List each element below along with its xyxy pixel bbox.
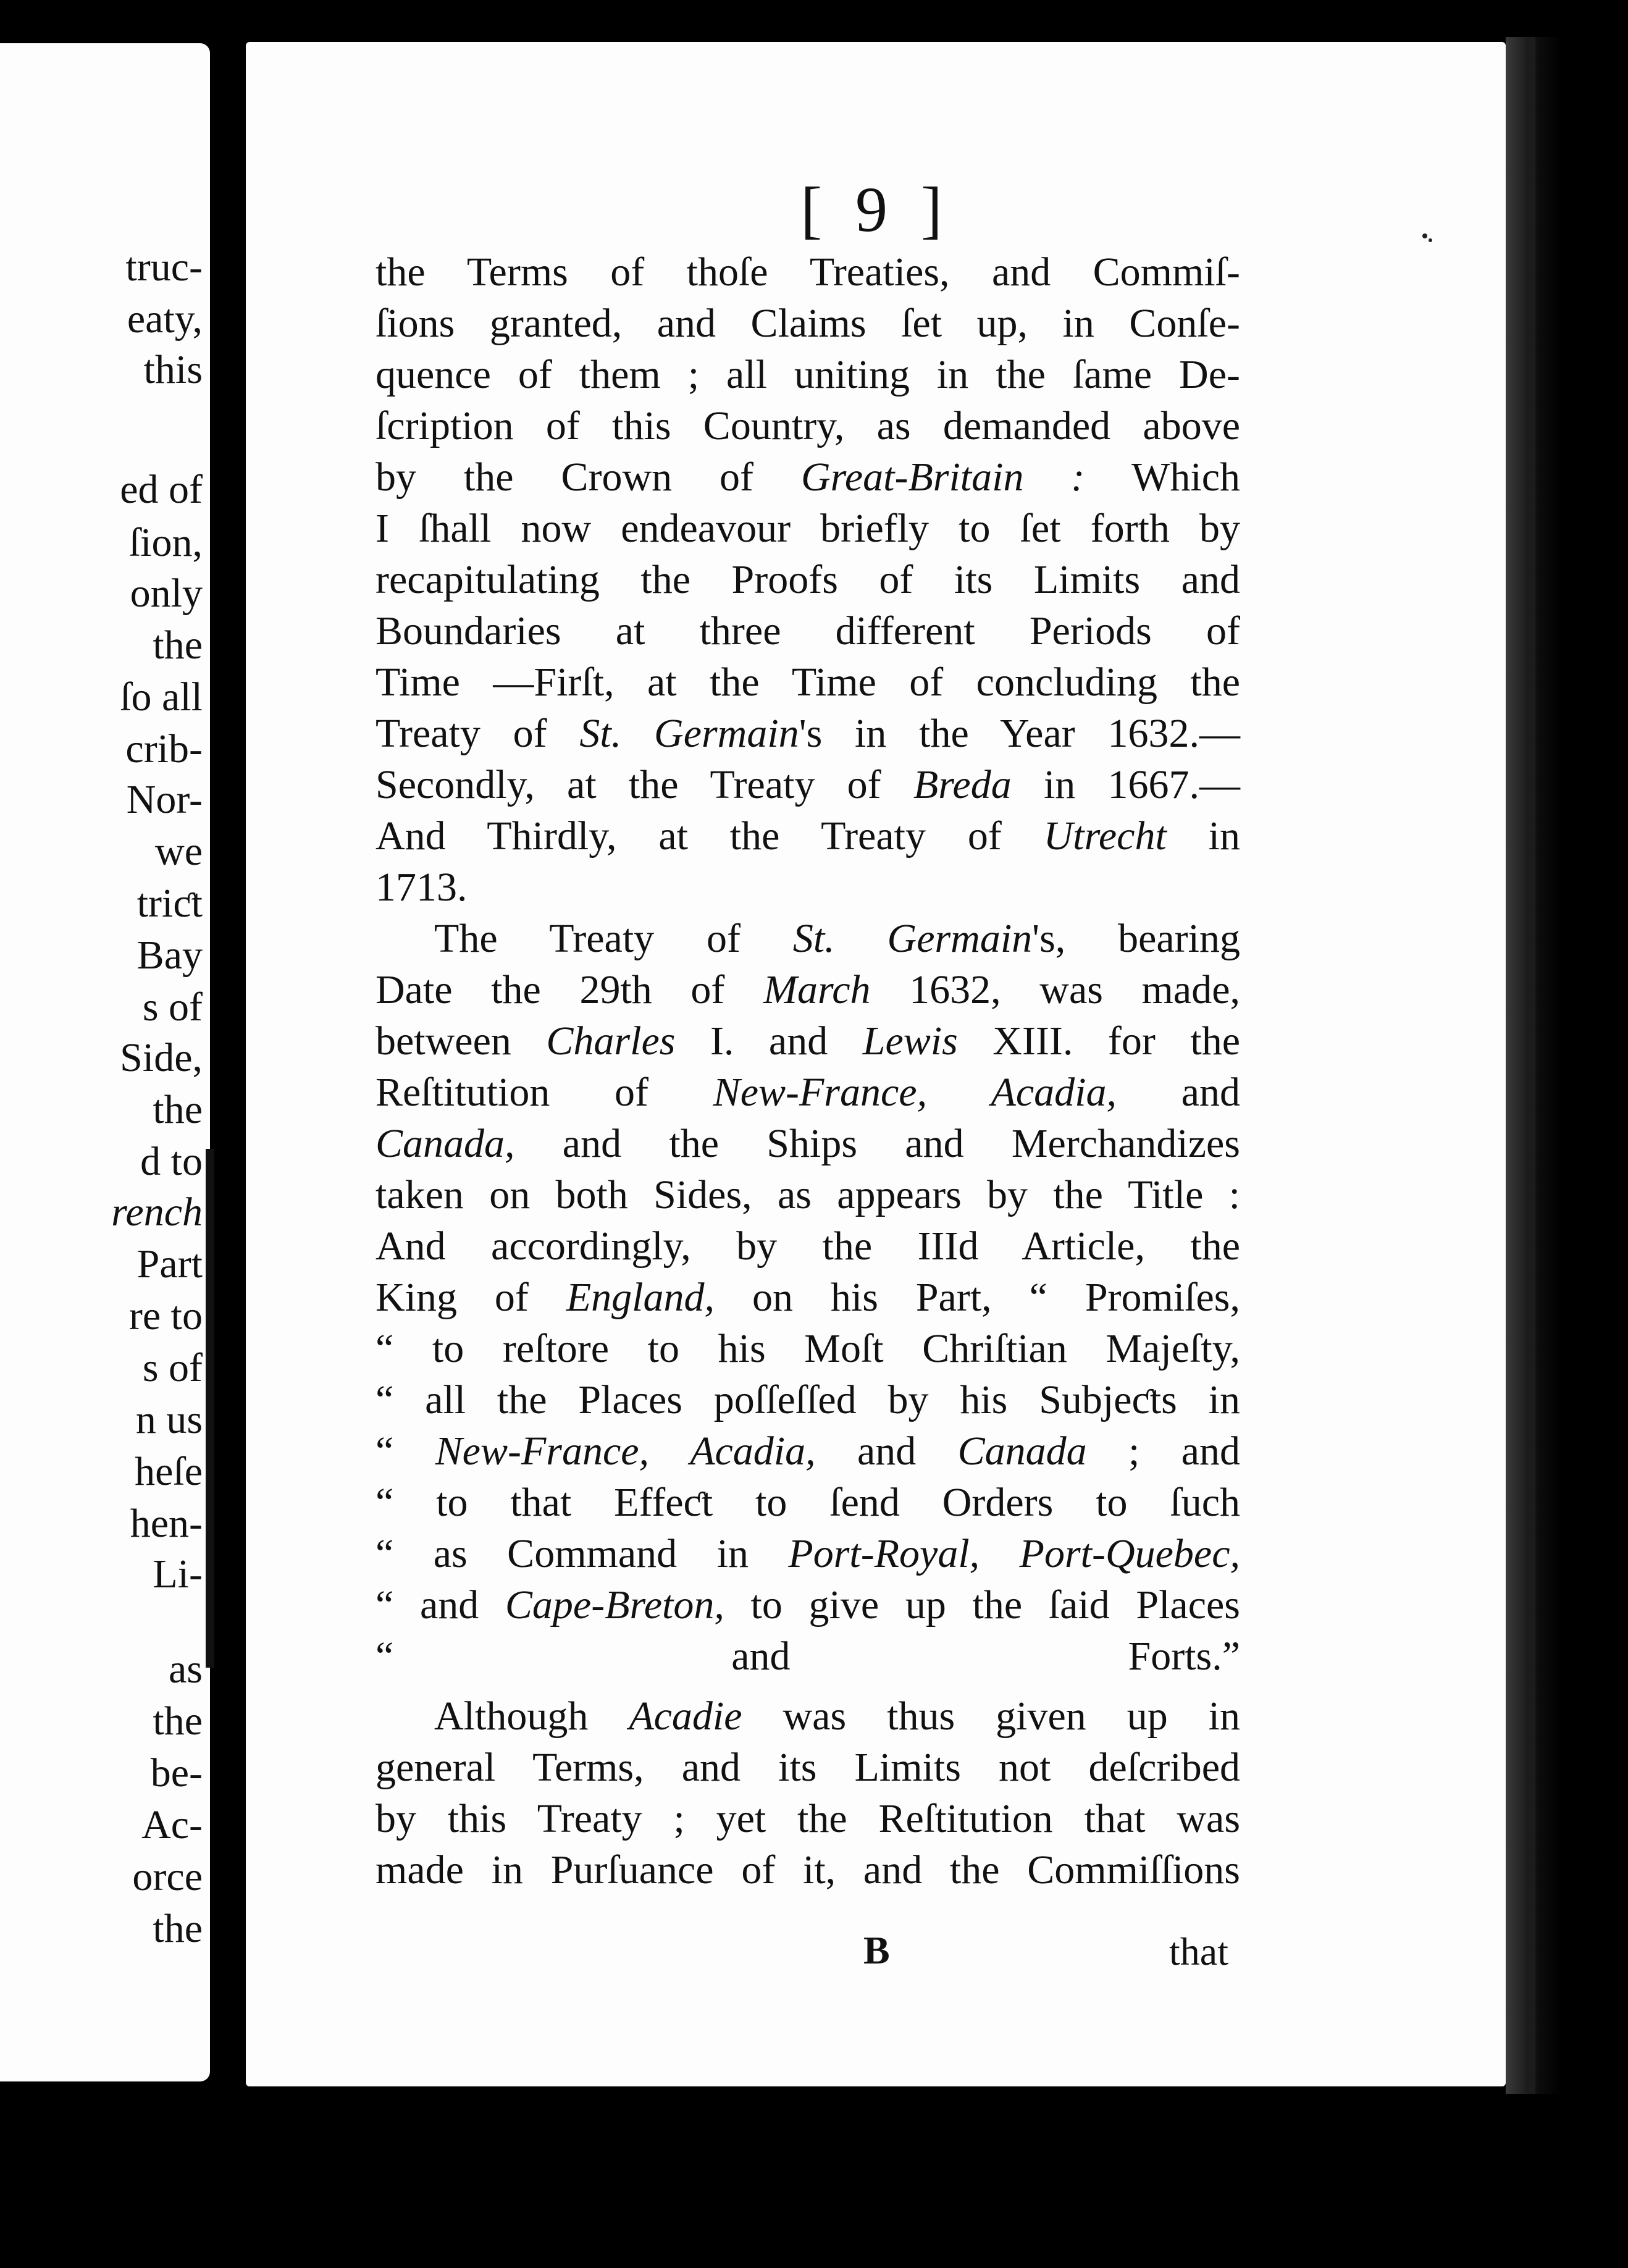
text-line	[376, 1072, 1240, 1113]
text-span: “ and Forts.”	[376, 1634, 1240, 1679]
text-line	[376, 352, 1240, 397]
left-page-line-fragment: be-	[150, 1750, 203, 1796]
left-page-line-fragment: eaty,	[127, 296, 203, 342]
text-span: by the Crown of	[376, 455, 801, 500]
text-span: and the Ships and Merchandizes	[514, 1121, 1240, 1166]
left-page-line-fragment: hen-	[130, 1501, 203, 1546]
text-line	[376, 1531, 1240, 1576]
text-span: “ all the Places poſſeſſed by his Subjeƈts in	[376, 1377, 1240, 1422]
text-span: 's in the Year 1632.—	[799, 711, 1240, 756]
left-page-line-fragment: rench	[111, 1190, 203, 1235]
text-line	[376, 967, 1240, 1012]
left-page-line-fragment: Side,	[120, 1035, 203, 1080]
text-line	[376, 918, 1240, 959]
text-span: made in Purſuance of it, and the Commiſſions	[376, 1847, 1240, 1892]
text-span: in 1667.—	[1011, 762, 1240, 807]
text-span: The Treaty of	[434, 916, 793, 961]
left-page-line-fragment: only	[130, 571, 203, 616]
italic-text: March	[763, 967, 871, 1012]
text-span: was thus given up in	[742, 1694, 1240, 1739]
left-page-line-fragment: crib-	[125, 726, 203, 771]
italic-text: Lewis	[862, 1018, 958, 1064]
text-span: to give up the ſaid Places	[724, 1582, 1240, 1628]
text-line	[376, 867, 1240, 908]
left-page-line-fragment: we	[155, 829, 203, 874]
italic-text: New-France, Acadia,	[713, 1070, 1117, 1115]
text-span: Date the 29th of	[376, 967, 764, 1012]
left-page-line-fragment: the	[153, 623, 203, 668]
text-line	[376, 1326, 1240, 1371]
text-span: Secondly, at the Treaty of	[376, 762, 913, 807]
text-line	[376, 1482, 1240, 1523]
text-span: I. and	[675, 1018, 863, 1064]
page-number: [ 9 ]	[800, 174, 951, 245]
text-span: I ſhall now endeavour briefly to ſet forth by	[376, 506, 1240, 551]
text-line	[376, 762, 1240, 807]
italic-text: Cape-Breton,	[505, 1582, 724, 1628]
text-line	[376, 1696, 1240, 1737]
text-line	[376, 557, 1240, 602]
left-page-line-fragment: orce	[132, 1854, 203, 1899]
left-page-line-fragment: s of	[142, 985, 203, 1030]
text-line	[376, 1018, 1241, 1064]
left-page	[0, 43, 210, 2081]
left-page-line-fragment: ed of	[120, 467, 203, 512]
text-line	[376, 1582, 1240, 1628]
text-span: ſcription of this Country, as demanded above	[376, 403, 1240, 448]
text-span: Boundaries at three different Periods of	[376, 608, 1240, 653]
left-page-line-fragment: d to	[140, 1139, 203, 1184]
text-span: between	[376, 1018, 547, 1064]
left-page-line-fragment: as	[169, 1647, 203, 1692]
text-span: “	[376, 1429, 435, 1474]
text-line	[376, 662, 1240, 703]
text-span: “ as Command in	[376, 1531, 789, 1576]
italic-text: Canada,	[376, 1121, 515, 1166]
page-gutter-line	[1525, 37, 1535, 2094]
left-page-line-fragment: the	[153, 1087, 203, 1132]
left-page-line-fragment: s of	[142, 1345, 203, 1390]
text-line	[376, 1172, 1240, 1217]
italic-text: Acadie	[629, 1694, 742, 1739]
text-span: ſions granted, and Claims ſet up, in Conſe-	[376, 301, 1240, 346]
text-span: 's, bearing	[1032, 916, 1240, 961]
left-page-line-fragment: ſo all	[120, 674, 203, 720]
ink-speck	[1429, 238, 1432, 242]
text-span: “ to reſtore to his Moſt Chriſtian Majeſty,	[376, 1326, 1240, 1371]
italic-text: Port-Royal, Port-Quebec,	[788, 1531, 1240, 1576]
left-page-line-fragment: the	[153, 1699, 203, 1744]
text-line	[376, 1431, 1240, 1472]
text-span: “ and	[376, 1582, 505, 1628]
left-page-edge	[206, 1149, 214, 1668]
italic-text: New-France, Acadia,	[435, 1429, 816, 1474]
italic-text: Breda	[913, 762, 1012, 807]
text-span: by this Treaty ; yet the Reſtitution that was	[376, 1796, 1240, 1841]
left-page-line-fragment: this	[143, 347, 203, 392]
text-span: general Terms, and its Limits not deſcribed	[376, 1745, 1240, 1790]
italic-text: Great-Britain :	[800, 455, 1085, 500]
text-span: quence of them ; all uniting in the ſame De-	[376, 352, 1240, 397]
text-line	[376, 813, 1240, 859]
italic-text: Utrecht	[1043, 813, 1167, 859]
italic-text: Canada	[957, 1429, 1087, 1474]
text-span: taken on both Sides, as appears by the Title :	[376, 1172, 1240, 1217]
catchword: that	[1169, 1930, 1228, 1973]
left-page-line-fragment: n us	[135, 1397, 203, 1442]
text-span: Although	[434, 1694, 629, 1739]
left-page-line-fragment: triƈt	[136, 881, 203, 926]
text-span: And Thirdly, at the Treaty of	[376, 813, 1044, 859]
text-line	[376, 1847, 1240, 1892]
italic-text: St. Germain	[792, 916, 1033, 961]
text-span: and	[815, 1429, 958, 1474]
italic-text: St. Germain	[579, 711, 799, 756]
text-line	[376, 1796, 1240, 1841]
text-span: and	[1117, 1070, 1240, 1115]
text-span: Reſtitution of	[376, 1070, 713, 1115]
left-page-line-fragment: ſion,	[128, 520, 203, 565]
text-span: in	[1166, 813, 1240, 859]
text-line	[376, 1226, 1240, 1267]
right-page	[246, 42, 1506, 2086]
text-span: recapitulating the Proofs of its Limits and	[376, 557, 1240, 602]
text-span: on his Part, “ Promiſes,	[715, 1275, 1240, 1320]
text-line	[376, 1377, 1240, 1422]
italic-text: Charles	[546, 1018, 676, 1064]
text-line	[376, 1277, 1240, 1318]
signature-mark: B	[863, 1928, 890, 1972]
text-line	[376, 252, 1240, 293]
text-span: Which	[1085, 455, 1241, 500]
text-span: 1632, was made,	[870, 967, 1240, 1012]
left-page-line-fragment: Bay	[136, 933, 203, 978]
left-page-line-fragment: heſe	[135, 1449, 203, 1494]
left-page-line-fragment: Ac-	[141, 1802, 203, 1847]
italic-text: England,	[566, 1275, 715, 1320]
text-span: “ to that Effeƈt to ſend Orders to ſuch	[376, 1480, 1240, 1525]
left-page-line-fragment: re to	[128, 1293, 203, 1338]
text-line	[376, 1636, 1240, 1677]
text-line	[376, 1121, 1240, 1166]
left-page-line-fragment: Li-	[153, 1552, 203, 1597]
text-span: the Terms of thoſe Treaties, and Commiſ-	[376, 250, 1240, 295]
text-span: And accordingly, by the IIId Article, the	[376, 1224, 1240, 1269]
text-line	[376, 713, 1240, 754]
left-page-line-fragment: Nor-	[126, 777, 203, 822]
left-page-line-fragment: the	[153, 1906, 203, 1951]
text-span: Time —Firſt, at the Time of concluding the	[376, 660, 1240, 705]
text-span: 1713.	[376, 865, 468, 910]
text-line	[376, 508, 1240, 549]
ink-speck	[1422, 233, 1427, 238]
left-page-line-fragment: Part	[136, 1241, 203, 1287]
text-line	[376, 1747, 1240, 1788]
left-page-line-fragment: truc-	[125, 245, 203, 290]
text-span: Treaty of	[376, 711, 580, 756]
text-line	[376, 403, 1240, 448]
text-line	[376, 457, 1240, 498]
text-span: King of	[376, 1275, 566, 1320]
text-line	[376, 303, 1240, 344]
text-span: ; and	[1086, 1429, 1240, 1474]
text-span: XIII. for the	[957, 1018, 1241, 1064]
text-line	[376, 608, 1240, 653]
